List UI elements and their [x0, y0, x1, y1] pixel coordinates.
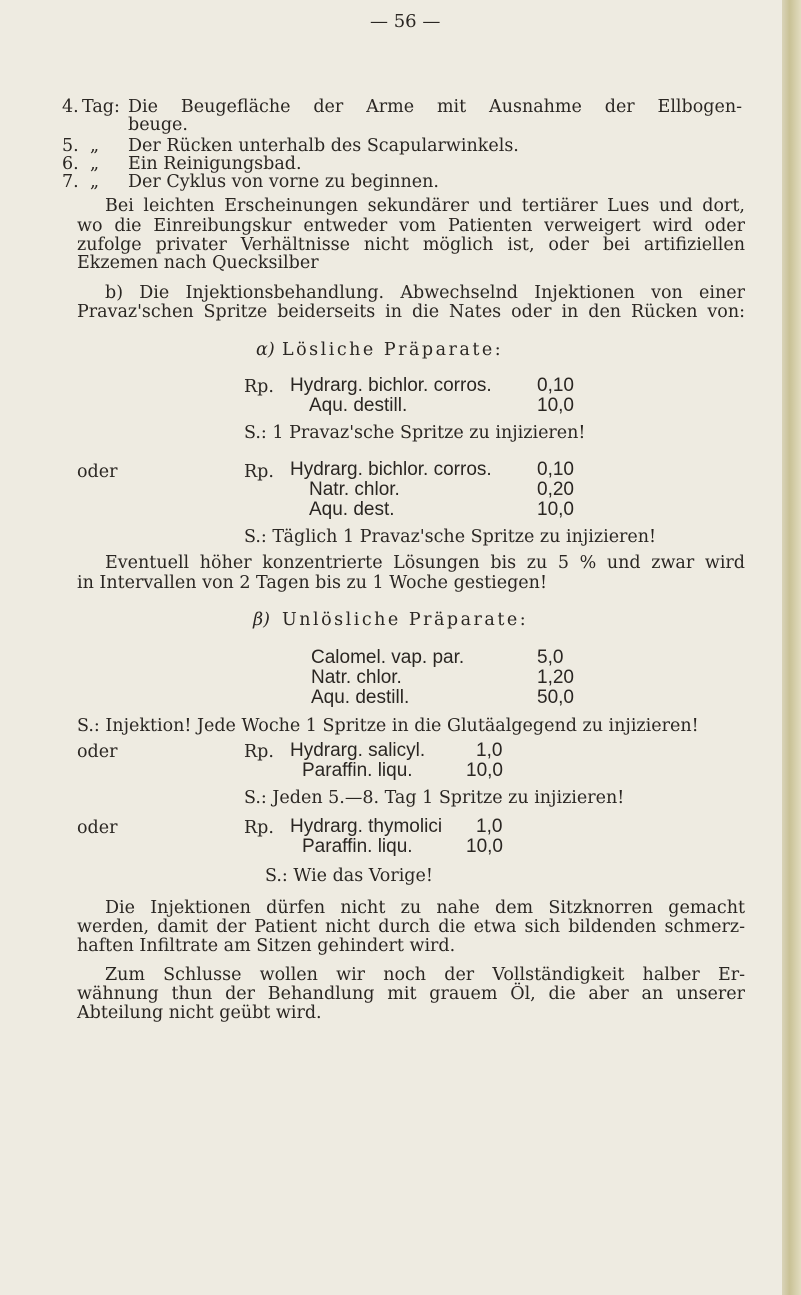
para3-line1: Eventuell höher konzentrierte Lösungen bis zu 5 % und zwar wird	[105, 553, 745, 573]
rx4-ingredient-1: Hydrarg. salicyl.	[290, 740, 426, 761]
page-number: — 56 —	[370, 11, 441, 32]
step-5-text: Der Rücken unterhalb des Scapularwinkels.	[128, 136, 519, 156]
rx3-amount-3: 50,0	[537, 687, 574, 708]
alpha-heading: Lösliche Präparate:	[282, 340, 504, 360]
para3-line2: in Intervallen von 2 Tagen bis zu 1 Woche gestiegen!	[77, 573, 547, 593]
para4-line3: haften Infiltrate am Sitzen gehindert wird.	[77, 936, 456, 956]
rx5-amount-1: 1,0	[476, 816, 503, 837]
rx1-signature: S.: 1 Pravaz'sche Spritze zu injizieren!	[244, 423, 586, 443]
rx5-signature: S.: Wie das Vorige!	[265, 866, 433, 886]
para2-line1: b) Die Injektionsbehandlung. Abwechselnd Injektionen von einer	[105, 283, 745, 303]
rx5-amount-2: 10,0	[466, 836, 503, 857]
step-7-number: 7.	[62, 172, 79, 192]
alpha-symbol: α)	[256, 340, 275, 360]
rx2-ingredient-1: Hydrarg. bichlor. corros.	[290, 459, 492, 480]
para1-line1: Bei leichten Erscheinungen sekundärer und tertiärer Lues und dort,	[105, 196, 745, 216]
rx4-amount-2: 10,0	[466, 760, 503, 781]
step-4-continuation: beuge.	[128, 115, 188, 135]
step-7-ditto: „	[90, 172, 100, 192]
rx2-amount-3: 10,0	[537, 499, 574, 520]
rx1-ingredient-2: Aqu. destill.	[309, 395, 408, 416]
rx4-oder: oder	[77, 742, 118, 762]
rx2-ingredient-2: Natr. chlor.	[309, 479, 400, 500]
step-6-number: 6.	[62, 154, 79, 174]
para5-line1: Zum Schlusse wollen wir noch der Vollständigkeit halber Er-	[105, 965, 745, 985]
page-edge	[782, 0, 801, 1295]
rx5-ingredient-2: Paraffin. liqu.	[302, 836, 413, 857]
para4-line1: Die Injektionen dürfen nicht zu nahe dem Sitzknorren gemacht	[105, 898, 745, 918]
rx4-ingredient-2: Paraffin. liqu.	[302, 760, 413, 781]
rx4-signature: S.: Jeden 5.—8. Tag 1 Spritze zu injizieren!	[244, 788, 625, 808]
rx5-rp: Rp.	[244, 818, 274, 838]
rx1-amount-1: 0,10	[537, 375, 574, 396]
rx2-amount-2: 0,20	[537, 479, 574, 500]
step-4-text: Die Beugefläche der Arme mit Ausnahme der Ellbogen-	[128, 97, 742, 117]
step-6-ditto: „	[90, 154, 100, 174]
para4-line2: werden, damit der Patient nicht durch die etwa sich bildenden schmerz-	[77, 917, 745, 937]
rx2-rp: Rp.	[244, 462, 274, 482]
para5-line3: Abteilung nicht geübt wird.	[77, 1003, 322, 1023]
rx4-amount-1: 1,0	[476, 740, 503, 761]
rx2-oder: oder	[77, 462, 118, 482]
rx3-signature: S.: Injektion! Jede Woche 1 Spritze in die Glutäalgegend zu injizieren!	[77, 716, 699, 736]
step-6-text: Ein Reinigungsbad.	[128, 154, 302, 174]
step-5-number: 5.	[62, 136, 79, 156]
rx1-rp: Rp.	[244, 377, 274, 397]
step-4-number: 4.	[62, 97, 79, 117]
para1-line3: zufolge privater Verhältnisse nicht möglich ist, oder bei artifiziellen	[77, 235, 745, 255]
rx3-ingredient-2: Natr. chlor.	[311, 667, 402, 688]
rx2-ingredient-3: Aqu. dest.	[309, 499, 395, 520]
rx5-oder: oder	[77, 818, 118, 838]
rx1-ingredient-1: Hydrarg. bichlor. corros.	[290, 375, 492, 396]
rx3-amount-1: 5,0	[537, 647, 564, 668]
rx1-amount-2: 10,0	[537, 395, 574, 416]
para1-line4: Ekzemen nach Quecksilber	[77, 253, 319, 273]
rx5-ingredient-1: Hydrarg. thymolici	[290, 816, 443, 837]
para5-line2: wähnung thun der Behandlung mit grauem Öl, die aber an unserer	[77, 984, 745, 1004]
rx2-amount-1: 0,10	[537, 459, 574, 480]
rx3-ingredient-3: Aqu. destill.	[311, 687, 410, 708]
beta-heading: Unlösliche Präparate:	[282, 610, 529, 630]
rx2-signature: S.: Täglich 1 Pravaz'sche Spritze zu injizieren!	[244, 527, 657, 547]
step-5-ditto: „	[90, 136, 100, 156]
rx3-amount-2: 1,20	[537, 667, 574, 688]
rx4-rp: Rp.	[244, 742, 274, 762]
rx3-ingredient-1: Calomel. vap. par.	[311, 647, 465, 668]
step-4-label: Tag:	[82, 97, 120, 117]
beta-symbol: β)	[253, 610, 270, 630]
para2-line2: Pravaz'schen Spritze beiderseits in die Nates oder in den Rücken von:	[77, 302, 745, 322]
para1-line2: wo die Einreibungskur entweder vom Patienten verweigert wird oder	[77, 216, 745, 236]
step-7-text: Der Cyklus von vorne zu beginnen.	[128, 172, 439, 192]
